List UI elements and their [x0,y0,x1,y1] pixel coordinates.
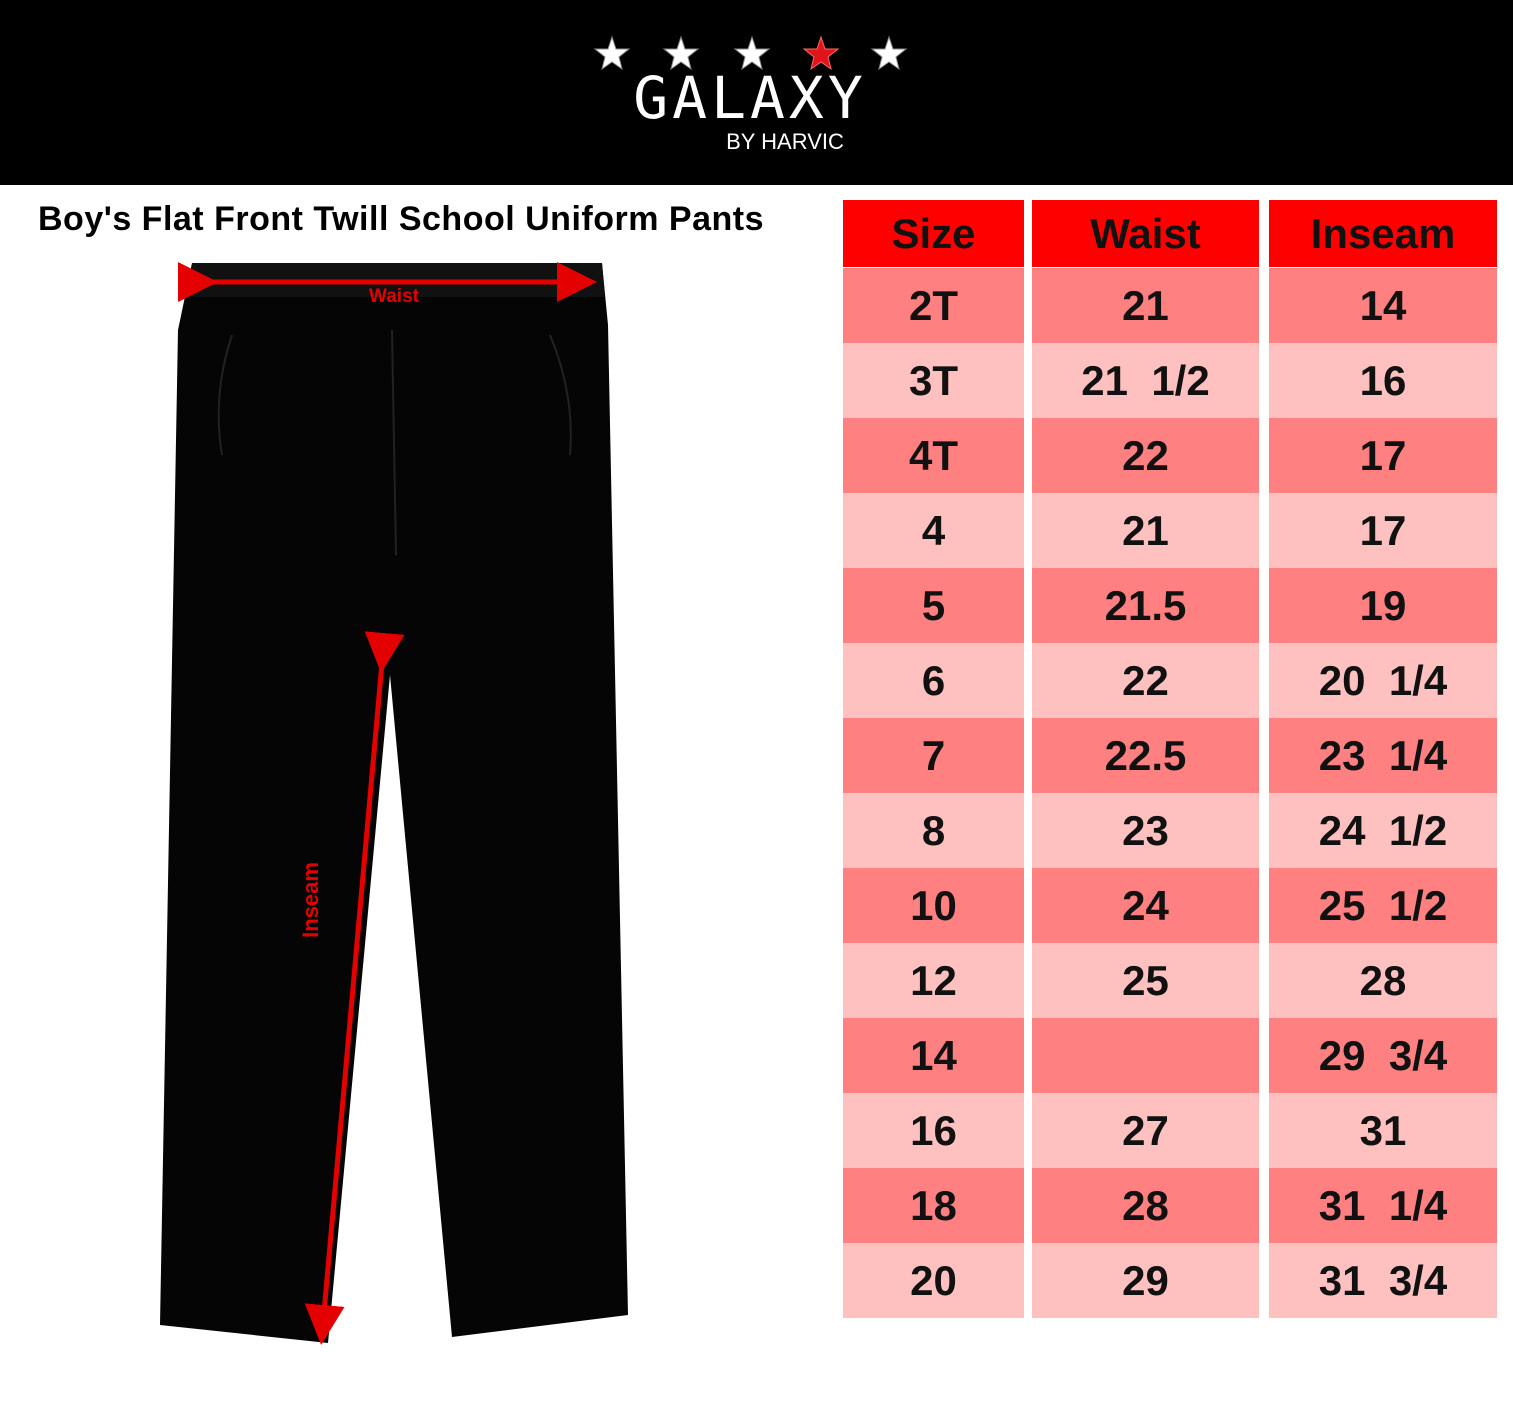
waist-cell [1032,1018,1259,1093]
brand-logo [0,0,1513,185]
inseam-cell: 31 3/4 [1269,1243,1497,1318]
brand-sub: BY HARVIC [726,129,844,154]
inseam-cell: 17 [1269,493,1497,568]
inseam-cell: 31 1/4 [1269,1168,1497,1243]
pants-illustration [150,255,640,1385]
inseam-cell: 29 3/4 [1269,1018,1497,1093]
size-cell: 12 [843,943,1024,1018]
waist-cell: 21 [1032,268,1259,343]
inseam-label: Inseam [298,862,323,938]
brand-header [0,0,1513,185]
product-title: Boy's Flat Front Twill School Uniform Pants [38,200,764,238]
inseam-cell: 25 1/2 [1269,868,1497,943]
size-cell: 3T [843,343,1024,418]
waist-label: Waist [369,286,419,307]
size-cell: 20 [843,1243,1024,1318]
inseam-cell: 24 1/2 [1269,793,1497,868]
inseam-header: Inseam [1269,200,1497,267]
size-cell: 8 [843,793,1024,868]
inseam-cell: 19 [1269,568,1497,643]
size-cell: 5 [843,568,1024,643]
waist-cell: 27 [1032,1093,1259,1168]
inseam-cell: 14 [1269,268,1497,343]
waist-cell: 24 [1032,868,1259,943]
waist-cell: 22 [1032,643,1259,718]
size-cell: 2T [843,268,1024,343]
size-cell: 10 [843,868,1024,943]
waist-cell: 23 [1032,793,1259,868]
inseam-cell: 20 1/4 [1269,643,1497,718]
star-icon [595,37,629,69]
pants-diagram [150,255,640,1385]
star-icon [872,37,906,69]
inseam-cell: 23 1/4 [1269,718,1497,793]
waist-cell: 21 [1032,493,1259,568]
size-cell: 4 [843,493,1024,568]
brand-name: GALAXY [633,64,867,132]
waist-header: Waist [1032,200,1259,267]
inseam-cell: 28 [1269,943,1497,1018]
inseam-cell: 16 [1269,343,1497,418]
inseam-cell: 17 [1269,418,1497,493]
waist-cell: 29 [1032,1243,1259,1318]
size-cell: 14 [843,1018,1024,1093]
size-cell: 4T [843,418,1024,493]
waist-cell: 21 1/2 [1032,343,1259,418]
waist-cell: 25 [1032,943,1259,1018]
waist-cell: 21.5 [1032,568,1259,643]
waist-cell: 22 [1032,418,1259,493]
waist-cell: 22.5 [1032,718,1259,793]
inseam-cell: 31 [1269,1093,1497,1168]
size-cell: 18 [843,1168,1024,1243]
waist-cell: 28 [1032,1168,1259,1243]
size-cell: 6 [843,643,1024,718]
size-header: Size [843,200,1024,267]
size-cell: 16 [843,1093,1024,1168]
size-cell: 7 [843,718,1024,793]
